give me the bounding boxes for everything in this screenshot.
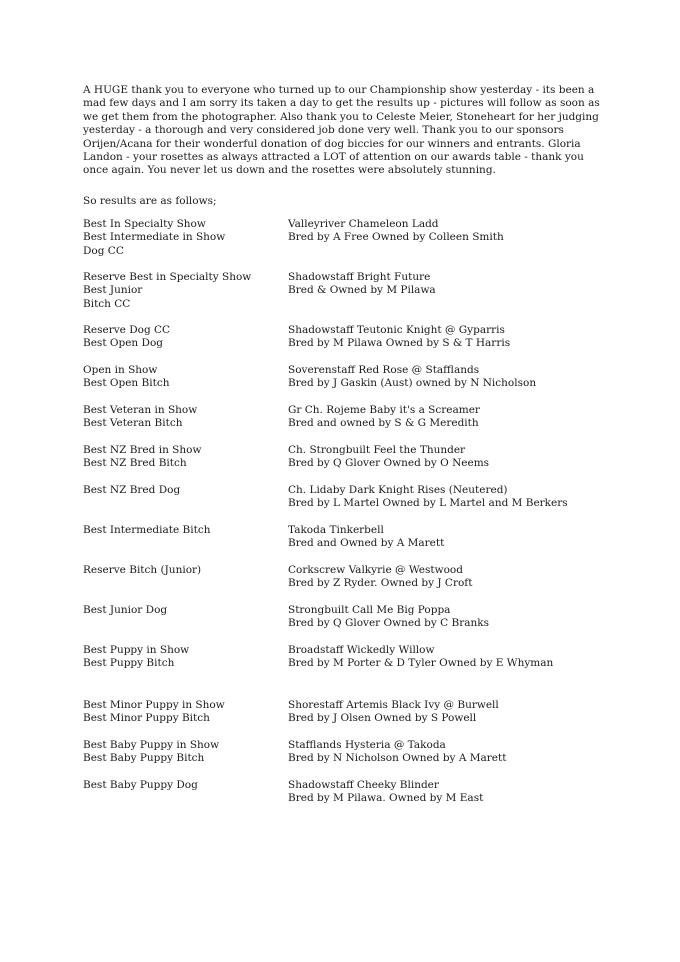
breeder-owner: Bred by N Nicholson Owned by A Marett [288, 752, 507, 765]
award-title: Open in Show [83, 364, 158, 376]
winner-details [288, 739, 588, 766]
breeder-owner: Bred & Owned by M Pilawa [288, 284, 436, 297]
result-entry [83, 524, 588, 551]
award-title: Best Open Dog [83, 337, 163, 350]
award-titles [83, 444, 288, 471]
breeder-owner: Bred by Q Glover Owned by O Neems [288, 457, 490, 470]
winner-details [288, 271, 588, 311]
dog-name: Shadowstaff Cheeky Blinder [288, 779, 439, 791]
award-title: Best NZ Bred Dog [83, 484, 181, 496]
result-entry [83, 484, 588, 511]
award-title: Best NZ Bred Bitch [83, 457, 187, 470]
award-titles [83, 644, 288, 671]
winner-details [288, 404, 588, 431]
award-title: Best In Specialty Show [83, 218, 206, 230]
award-title: Best Minor Puppy in Show [83, 699, 225, 711]
winner-details [288, 218, 588, 258]
dog-name: Ch. Lidaby Dark Knight Rises (Neutered) [288, 484, 508, 496]
winner-details [288, 779, 588, 806]
award-title: Best Baby Puppy in Show [83, 739, 220, 751]
winner-details [288, 364, 588, 391]
result-entry [83, 271, 588, 311]
dog-name: Valleyriver Chameleon Ladd [288, 218, 439, 230]
dog-name: Takoda Tinkerbell [288, 524, 384, 536]
breeder-owner: Bred by Q Glover Owned by C Branks [288, 617, 490, 630]
breeder-owner: Bred by M Pilawa. Owned by M East [288, 792, 484, 805]
result-entry [83, 324, 588, 351]
result-entry [83, 564, 588, 591]
award-titles [83, 484, 288, 511]
winner-details [288, 524, 588, 551]
award-title: Best NZ Bred in Show [83, 444, 202, 456]
dog-name: Ch. Strongbuilt Feel the Thunder [288, 444, 466, 456]
award-title: Best Junior Dog [83, 604, 168, 616]
winner-details [288, 604, 588, 631]
winner-details [288, 484, 588, 511]
award-title: Best Open Bitch [83, 377, 170, 390]
award-titles [83, 604, 288, 631]
award-titles [83, 739, 288, 766]
award-titles [83, 779, 288, 806]
award-title: Bitch CC [83, 297, 131, 310]
result-entry [83, 218, 588, 258]
breeder-owner: Bred and owned by S & G Meredith [288, 417, 479, 430]
dog-name: Strongbuilt Call Me Big Poppa [288, 604, 451, 616]
winner-details [288, 564, 588, 591]
winner-details [288, 324, 588, 351]
intro-paragraph: A HUGE thank you to everyone who turned up to our Championship show yesterday - its been a mad few days and I am sorry its taken a day to get the results up - pictures will follow as soon as we get them from the photographer. Also thank you to Celeste Meier, Stoneheart for her judging yesterday - a thorough and very considered job done very well. Thank you to our sponsors Orijen/Acana for their wonderful donation of dog biccies for our winners and entrants. Gloria Landon - your rosettes as always attracted a LOT of attention on our awards table - thank you once again. You never let us down and the rosettes were absolutely stunning. [83, 84, 600, 177]
result-entry [83, 364, 588, 391]
dog-name: Shorestaff Artemis Black Ivy @ Burwell [288, 699, 499, 711]
dog-name: Shadowstaff Teutonic Knight @ Gyparris [288, 324, 505, 336]
dog-name: Broadstaff Wickedly Willow [288, 644, 435, 656]
dog-name: Corkscrew Valkyrie @ Westwood [288, 564, 463, 576]
award-title: Reserve Best in Specialty Show [83, 271, 252, 283]
breeder-owner: Bred by M Porter & D Tyler Owned by E Whyman [288, 657, 554, 670]
dog-name: Soverenstaff Red Rose @ Stafflands [288, 364, 480, 376]
award-title: Best Junior [83, 284, 143, 297]
breeder-owner: Bred by J Gaskin (Aust) owned by N Nicholson [288, 377, 537, 390]
dog-name: Gr Ch. Rojeme Baby it's a Screamer [288, 404, 480, 416]
award-titles [83, 699, 288, 726]
award-title: Best Intermediate Bitch [83, 524, 211, 536]
result-entry [83, 779, 588, 806]
award-title: Best Baby Puppy Dog [83, 779, 198, 791]
award-title: Best Veteran Bitch [83, 417, 183, 430]
award-titles [83, 564, 288, 591]
award-title: Reserve Bitch (Junior) [83, 564, 202, 576]
winner-details [288, 644, 588, 671]
breeder-owner: Bred by A Free Owned by Colleen Smith [288, 231, 504, 244]
award-titles [83, 324, 288, 351]
award-title: Reserve Dog CC [83, 324, 171, 336]
award-title: Best Veteran in Show [83, 404, 198, 416]
breeder-owner: Bred by Z Ryder. Owned by J Croft [288, 577, 473, 590]
results-lead: So results are as follows; [83, 195, 217, 207]
breeder-owner: Bred by L Martel Owned by L Martel and M Berkers [288, 497, 568, 510]
winner-details [288, 699, 588, 726]
award-title: Best Puppy in Show [83, 644, 190, 656]
award-titles [83, 404, 288, 431]
award-title: Best Baby Puppy Bitch [83, 752, 205, 765]
award-title: Dog CC [83, 244, 124, 257]
result-entry [83, 604, 588, 631]
result-entry [83, 739, 588, 766]
award-title: Best Minor Puppy Bitch [83, 712, 210, 725]
breeder-owner: Bred and Owned by A Marett [288, 537, 445, 550]
award-title: Best Puppy Bitch [83, 657, 175, 670]
award-titles [83, 271, 288, 311]
winner-details [288, 444, 588, 471]
award-titles [83, 218, 288, 258]
result-entry [83, 444, 588, 471]
award-titles [83, 364, 288, 391]
result-entry [83, 644, 588, 671]
breeder-owner: Bred by J Olsen Owned by S Powell [288, 712, 477, 725]
result-entry [83, 699, 588, 726]
result-entry [83, 404, 588, 431]
dog-name: Stafflands Hysteria @ Takoda [288, 739, 446, 751]
dog-name: Shadowstaff Bright Future [288, 271, 431, 283]
breeder-owner: Bred by M Pilawa Owned by S & T Harris [288, 337, 511, 350]
award-titles [83, 524, 288, 551]
award-title: Best Intermediate in Show [83, 231, 226, 244]
